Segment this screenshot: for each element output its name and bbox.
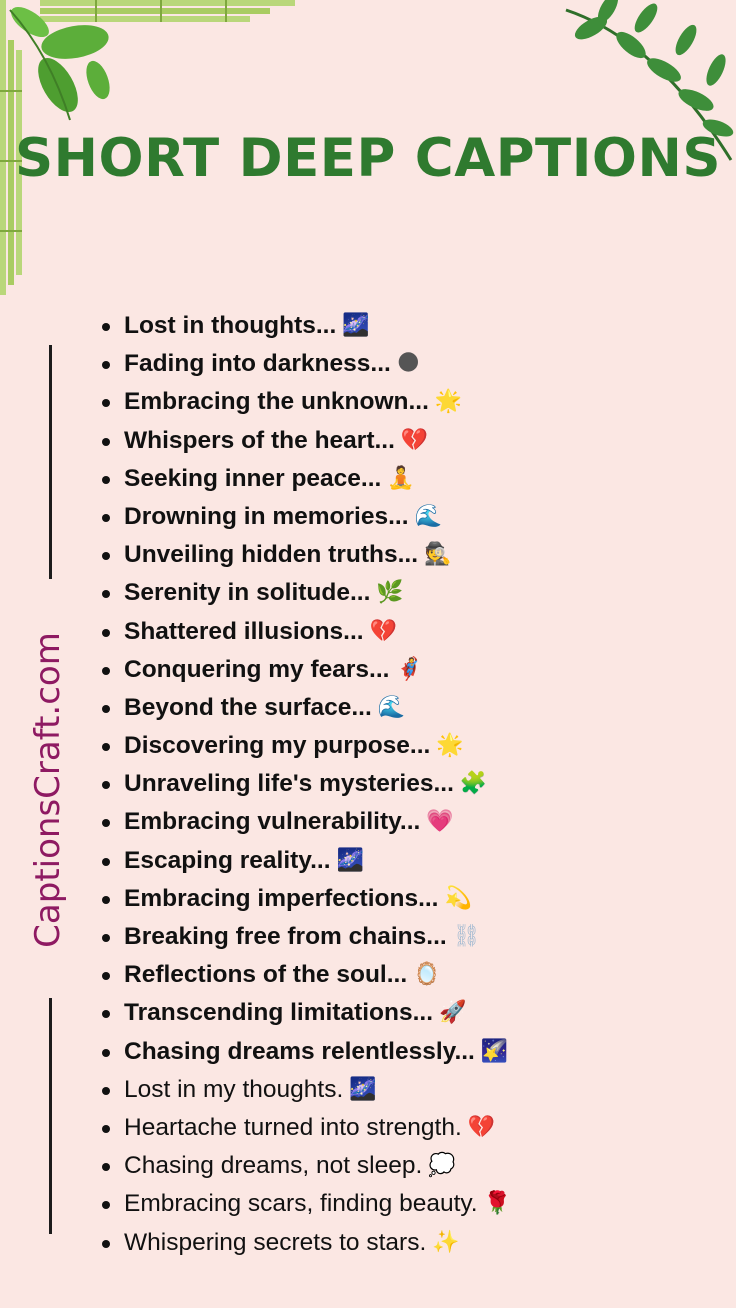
bullet-icon: [102, 514, 110, 522]
caption-text: Lost in thoughts...: [124, 312, 337, 339]
caption-item: [98, 1224, 511, 1262]
caption-emoji-icon: 🦸: [395, 656, 423, 682]
caption-item: [98, 345, 511, 383]
caption-emoji-icon: 🌹: [483, 1191, 512, 1217]
caption-emoji-icon: 🌿: [376, 580, 404, 606]
caption-emoji-icon: 💔: [467, 1114, 496, 1140]
caption-text: Embracing scars, finding beauty.: [124, 1190, 478, 1218]
bullet-icon: [102, 858, 110, 866]
caption-emoji-icon: 💔: [400, 427, 429, 453]
caption-emoji-icon: 🚀: [439, 1000, 467, 1026]
caption-text: Chasing dreams, not sleep.: [124, 1152, 423, 1180]
brand-watermark: CaptionsCraft.com: [28, 632, 68, 948]
bullet-icon: [102, 590, 110, 598]
caption-emoji-icon: 🌟: [434, 389, 463, 415]
caption-text: Drowning in memories...: [124, 502, 409, 530]
bullet-icon: [102, 667, 110, 675]
caption-text: Embracing the unknown...: [124, 388, 429, 416]
caption-item: [98, 383, 511, 421]
caption-text: Whispering secrets to stars.: [124, 1228, 427, 1256]
caption-emoji-icon: 🌌: [336, 847, 364, 873]
caption-item: [98, 1185, 511, 1223]
caption-emoji-icon: 💔: [369, 618, 398, 644]
caption-item: [98, 460, 511, 498]
caption-item: [98, 918, 511, 956]
caption-text: Fading into darkness...: [124, 350, 391, 378]
bullet-icon: [102, 629, 110, 637]
caption-item: [98, 956, 511, 994]
caption-emoji-icon: ✨: [432, 1229, 460, 1255]
vertical-divider-bottom: [49, 998, 52, 1234]
caption-emoji-icon: 🧩: [459, 771, 488, 797]
bullet-icon: [102, 705, 110, 713]
caption-item: [98, 536, 511, 574]
caption-emoji-icon: 🌌: [349, 1076, 377, 1102]
bullet-icon: [102, 743, 110, 751]
caption-text: Shattered illusions...: [124, 617, 364, 645]
caption-emoji-icon: 🌌: [342, 313, 370, 338]
caption-text: Seeking inner peace...: [124, 464, 382, 492]
caption-item: [98, 880, 511, 918]
bullet-icon: [102, 1049, 110, 1057]
caption-list: [98, 307, 511, 1262]
caption-emoji-icon: 🌊: [377, 694, 406, 720]
leaf-cluster-top-left: [0, 0, 130, 130]
caption-text: Heartache turned into strength.: [124, 1113, 462, 1141]
bullet-icon: [102, 819, 110, 827]
bullet-icon: [102, 323, 110, 331]
caption-item: [98, 689, 511, 727]
caption-item: [98, 1033, 511, 1071]
caption-item: [98, 498, 511, 536]
bullet-icon: [102, 361, 110, 369]
caption-text: Embracing imperfections...: [124, 884, 439, 912]
caption-text: Reflections of the soul...: [124, 961, 408, 989]
caption-emoji-icon: 🪞: [413, 962, 441, 988]
bullet-icon: [102, 1240, 110, 1248]
caption-item: [98, 613, 511, 651]
caption-text: Conquering my fears...: [124, 655, 390, 683]
page-title: SHORT DEEP CAPTIONS: [14, 128, 722, 189]
caption-text: Chasing dreams relentlessly...: [124, 1037, 475, 1065]
bullet-icon: [102, 1125, 110, 1133]
caption-emoji-icon: 🌠: [480, 1038, 509, 1064]
caption-text: Unveiling hidden truths...: [124, 541, 418, 569]
caption-text: Escaping reality...: [124, 846, 331, 874]
vertical-divider-top: [49, 345, 52, 579]
bullet-icon: [102, 781, 110, 789]
caption-emoji-icon: ⛓: [452, 924, 481, 949]
caption-item: [98, 1147, 511, 1185]
caption-item: [98, 574, 511, 612]
caption-item: [98, 307, 511, 345]
caption-item: [98, 765, 511, 803]
bullet-icon: [102, 972, 110, 980]
bullet-icon: [102, 552, 110, 560]
caption-item: [98, 803, 511, 841]
bullet-icon: [102, 934, 110, 942]
caption-item: [98, 1109, 511, 1147]
caption-text: Transcending limitations...: [124, 999, 434, 1027]
bullet-icon: [102, 399, 110, 407]
caption-emoji-icon: 🌊: [414, 503, 442, 529]
caption-text: Serenity in solitude...: [124, 579, 371, 607]
bullet-icon: [102, 896, 110, 904]
caption-emoji-icon: 💭: [428, 1153, 456, 1179]
bullet-icon: [102, 438, 110, 446]
caption-emoji-icon: 💗: [426, 809, 454, 835]
caption-text: Discovering my purpose...: [124, 732, 431, 760]
caption-text: Lost in my thoughts.: [124, 1075, 344, 1103]
bullet-icon: [102, 1163, 110, 1171]
caption-emoji-icon: 🧘: [387, 465, 415, 491]
caption-item: [98, 842, 511, 880]
caption-item: [98, 1071, 511, 1109]
bullet-icon: [102, 1010, 110, 1018]
caption-emoji-icon: 💫: [444, 885, 472, 911]
caption-text: Breaking free from chains...: [124, 923, 447, 950]
caption-item: [98, 994, 511, 1032]
caption-item: [98, 422, 511, 460]
bullet-icon: [102, 1087, 110, 1095]
caption-text: Unraveling life's mysteries...: [124, 770, 454, 798]
caption-emoji-icon: 🕵: [424, 542, 452, 568]
bullet-icon: [102, 476, 110, 484]
caption-text: Embracing vulnerability...: [124, 808, 421, 836]
caption-emoji-icon: 🌟: [436, 733, 464, 759]
caption-item: [98, 727, 511, 765]
caption-item: [98, 651, 511, 689]
bullet-icon: [102, 1201, 110, 1209]
caption-text: Beyond the surface...: [124, 693, 372, 721]
caption-emoji-icon: 🌑: [396, 351, 420, 377]
caption-text: Whispers of the heart...: [124, 426, 395, 454]
